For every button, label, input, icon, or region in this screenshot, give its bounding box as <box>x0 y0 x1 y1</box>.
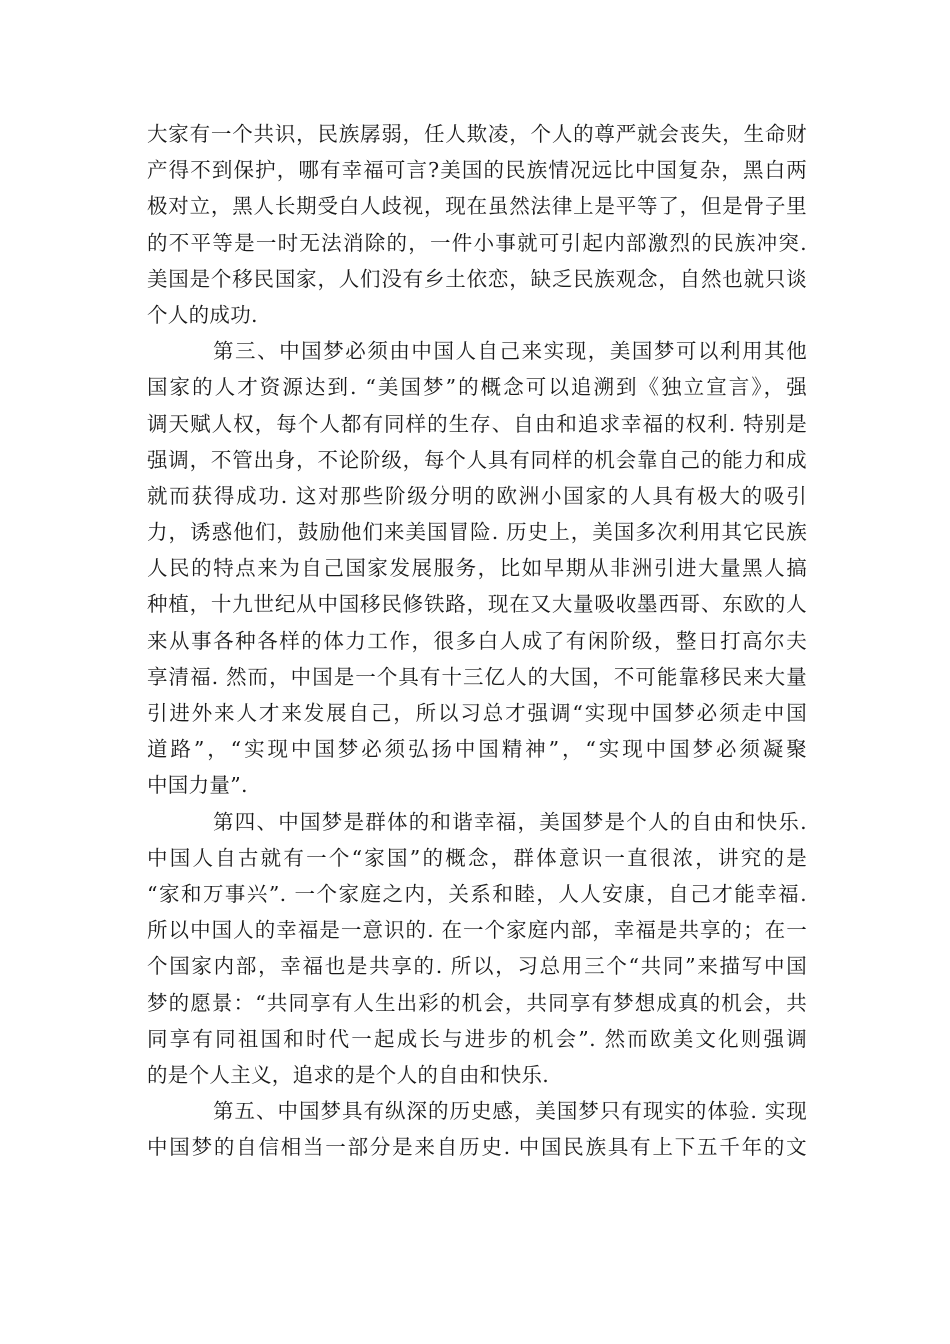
text-line: 美国是个移民国家，人们没有乡土依恋，缺乏民族观念，自然也就只谈 <box>147 266 807 291</box>
text-line: 力，诱惑他们，鼓励他们来美国冒险. 历史上，美国多次利用其它民族 <box>147 520 807 545</box>
text-line: 产得不到保护，哪有幸福可言?美国的民族情况远比中国复杂，黑白两 <box>147 158 807 183</box>
text-line: 所以中国人的幸福是一意识的. 在一个家庭内部，幸福是共享的；在一 <box>147 918 807 943</box>
text-line: “家和万事兴”. 一个家庭之内，关系和睦，人人安康，自己才能幸福. <box>147 881 807 906</box>
text-line: 同享有同祖国和时代一起成长与进步的机会”. 然而欧美文化则强调 <box>147 1026 807 1051</box>
text-line: 的不平等是一时无法消除的，一件小事就可引起内部激烈的民族冲突. <box>147 230 807 255</box>
text-line: 道路”，“实现中国梦必须弘扬中国精神”，“实现中国梦必须凝聚 <box>147 737 807 762</box>
text-line: 种植，十九世纪从中国移民修铁路，现在又大量吸收墨西哥、东欧的人 <box>147 592 807 617</box>
text-line: 梦的愿景：“共同享有人生出彩的机会，共同享有梦想成真的机会，共 <box>147 990 807 1015</box>
text-line: 来从事各种各样的体力工作，很多白人成了有闲阶级，整日打高尔夫 <box>147 628 807 653</box>
text-line: 享清福. 然而，中国是一个具有十三亿人的大国，不可能靠移民来大量 <box>147 664 807 689</box>
text-line: 强调，不管出身，不论阶级，每个人具有同样的机会靠自己的能力和成 <box>147 447 807 472</box>
text-line: 中国力量”. <box>147 773 248 798</box>
paragraph-first-line: 第四、中国梦是群体的和谐幸福，美国梦是个人的自由和快乐. <box>213 809 807 834</box>
document-body-text <box>147 116 807 1165</box>
text-line: 人民的特点来为自己国家发展服务，比如早期从非洲引进大量黑人搞 <box>147 556 807 581</box>
text-line: 大家有一个共识，民族孱弱，任人欺凌，个人的尊严就会丧失，生命财 <box>147 122 807 146</box>
text-line: 个国家内部，幸福也是共享的. 所以，习总用三个“共同”来描写中国 <box>147 954 807 979</box>
text-line: 调天赋人权，每个人都有同样的生存、自由和追求幸福的权利. 特别是 <box>147 411 807 436</box>
text-line: 就而获得成功. 这对那些阶级分明的欧洲小国家的人具有极大的吸引 <box>147 483 807 508</box>
text-line: 的是个人主义，追求的是个人的自由和快乐. <box>147 1062 550 1087</box>
text-line: 引进外来人才来发展自己，所以习总才强调“实现中国梦必须走中国 <box>147 701 807 725</box>
text-line: 个人的成功. <box>147 302 258 327</box>
paragraph-first-line: 第三、中国梦必须由中国人自己来实现，美国梦可以利用其他 <box>213 339 807 364</box>
text-line: 极对立，黑人长期受白人歧视，现在虽然法律上是平等了，但是骨子里 <box>147 194 807 219</box>
text-line: 中国梦的自信相当一部分是来自历史. 中国民族具有上下五千年的文 <box>147 1135 807 1160</box>
paragraph-first-line: 第五、中国梦具有纵深的历史感，美国梦只有现实的体验. 实现 <box>213 1099 807 1124</box>
text-line: 国家的人才资源达到. “美国梦”的概念可以追溯到《独立宣言》，强 <box>147 375 807 400</box>
text-line: 中国人自古就有一个“家国”的概念，群体意识一直很浓，讲究的是 <box>147 845 807 870</box>
